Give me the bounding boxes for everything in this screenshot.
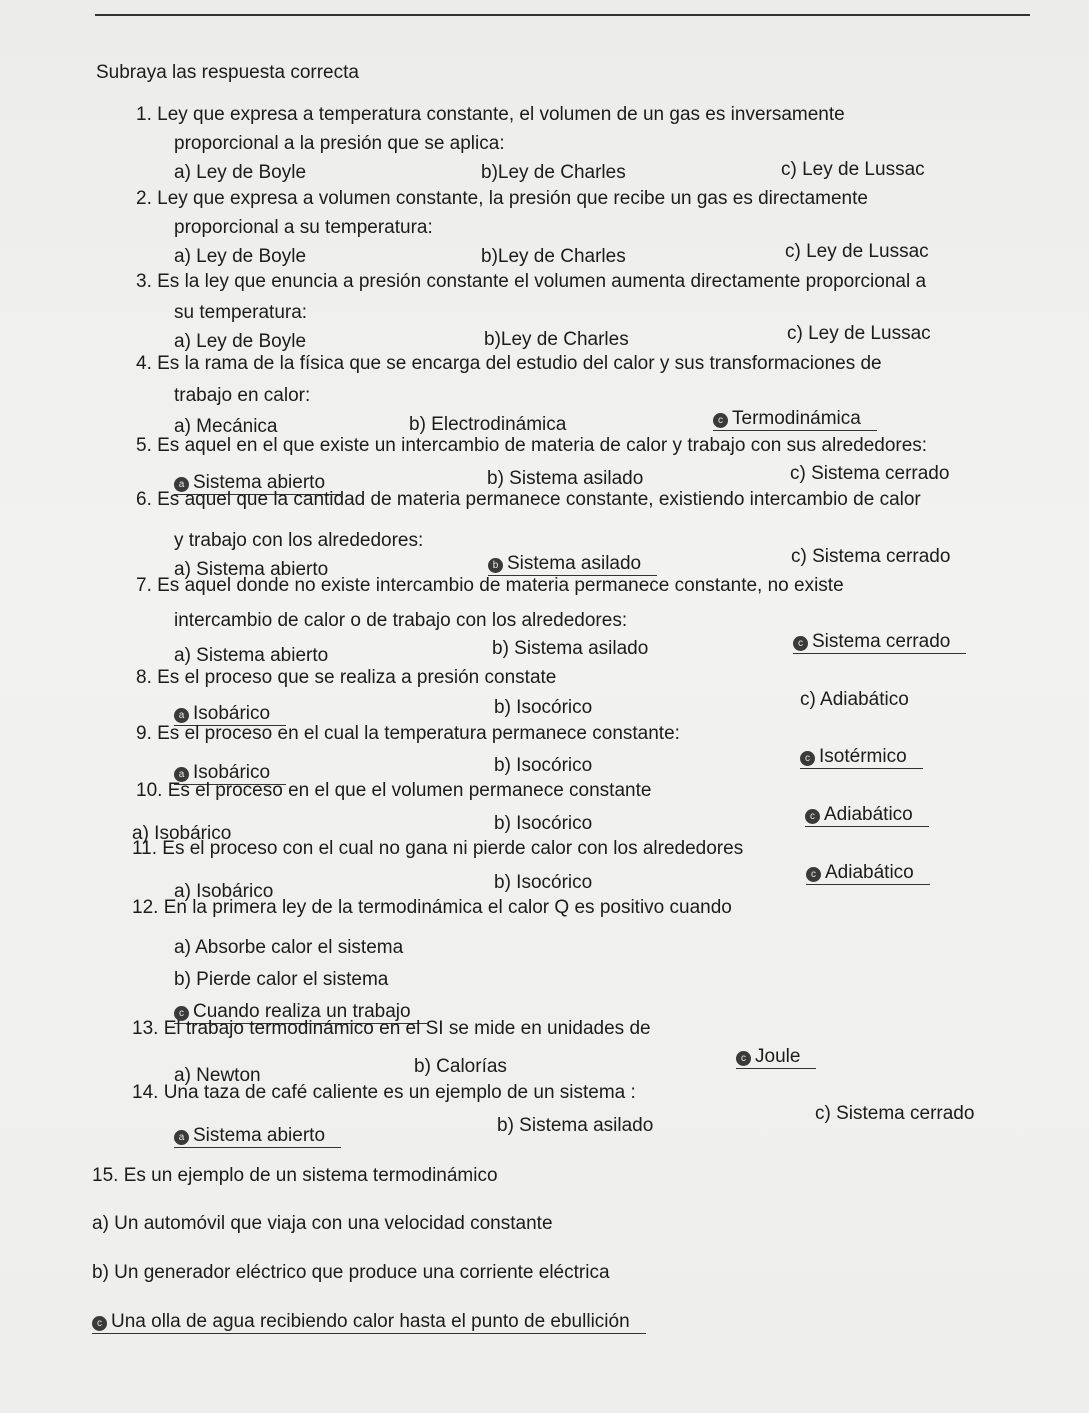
q13-option-a: a) Newton	[174, 1065, 261, 1086]
question-12-line-1: 12. En la primera ley de la termodinámica el calor Q es positivo cuando	[132, 897, 732, 918]
question-9-line-1: 9. Es el proceso en el cual la temperatura permanece constante:	[136, 723, 680, 744]
answer-mark-icon: c	[800, 751, 815, 766]
q12-option-c-selected: c Cuando realiza un trabajo	[174, 1001, 427, 1024]
q1-option-b: b)Ley de Charles	[481, 162, 626, 183]
question-6-line-1: 6. Es aquel que la cantidad de materia permanece constante, existiendo intercambio de calor	[136, 489, 921, 510]
q8-option-b: b) Isocórico	[494, 697, 593, 718]
q13-option-b: b) Calorías	[414, 1056, 507, 1077]
q11-option-a: a) Isobárico	[174, 881, 274, 902]
q10-option-b: b) Isocórico	[494, 813, 593, 834]
answer-mark-icon: c	[736, 1051, 751, 1066]
q15-option-a: a) Un automóvil que viaja con una velocidad constante	[92, 1213, 553, 1234]
question-6-line-2: y trabajo con los alrededores:	[174, 530, 424, 551]
q4-option-b: b) Electrodinámica	[409, 414, 567, 435]
q14-option-a-selected: a Sistema abierto	[174, 1125, 341, 1148]
question-10-line-1: 10. Es el proceso en el que el volumen permanece constante	[136, 780, 652, 801]
answer-mark-icon: a	[174, 1130, 189, 1145]
q6-option-a: a) Sistema abierto	[174, 559, 329, 580]
q2-option-b: b)Ley de Charles	[481, 246, 626, 267]
q8-option-a-selected: a Isobárico	[174, 703, 286, 726]
q15-option-b: b) Un generador eléctrico que produce una corriente eléctrica	[92, 1262, 610, 1283]
answer-mark-icon: a	[174, 477, 189, 492]
q10-option-a: a) Isobárico	[132, 823, 232, 844]
answer-mark-icon: c	[92, 1316, 107, 1331]
answer-mark-icon: c	[174, 1006, 189, 1021]
q7-option-b: b) Sistema asilado	[492, 638, 649, 659]
q15-option-c-selected: c Una olla de agua recibiendo calor hasta el punto de ebullición	[92, 1311, 646, 1334]
q9-option-b: b) Isocórico	[494, 755, 593, 776]
answer-mark-icon: a	[174, 767, 189, 782]
q5-option-b: b) Sistema asilado	[487, 468, 644, 489]
q5-option-c: c) Sistema cerrado	[790, 463, 950, 484]
q2-option-c: c) Ley de Lussac	[785, 241, 929, 262]
q3-option-c: c) Ley de Lussac	[787, 323, 931, 344]
question-15-line-1: 15. Es un ejemplo de un sistema termodinámico	[92, 1165, 498, 1186]
q12-option-b: b) Pierde calor el sistema	[174, 969, 389, 990]
q1-option-c: c) Ley de Lussac	[781, 159, 925, 180]
answer-mark-icon: c	[805, 809, 820, 824]
answer-mark-icon: a	[174, 708, 189, 723]
question-2-line-1: 2. Ley que expresa a volumen constante, la presión que recibe un gas es directamente	[136, 188, 868, 209]
q11-option-b: b) Isocórico	[494, 872, 593, 893]
q12-option-a: a) Absorbe calor el sistema	[174, 937, 404, 958]
q9-option-c-selected: c Isotérmico	[800, 746, 923, 769]
answer-mark-icon: c	[806, 867, 821, 882]
q6-option-b-selected: b Sistema asilado	[488, 553, 657, 576]
q14-option-c: c) Sistema cerrado	[815, 1103, 975, 1124]
q4-option-c-selected: c Termodinámica	[713, 408, 877, 431]
q5-option-a-selected: a Sistema abierto	[174, 472, 341, 495]
question-5-line-1: 5. Es aquel en el que existe un intercambio de materia de calor y trabajo con sus alrededores:	[136, 435, 928, 456]
question-3-line-2: su temperatura:	[174, 302, 308, 323]
q4-option-a: a) Mecánica	[174, 416, 278, 437]
question-4-line-2: trabajo en calor:	[174, 385, 311, 406]
question-1-line-1: 1. Ley que expresa a temperatura constante, el volumen de un gas es inversamente	[136, 104, 845, 125]
question-3-line-1: 3. Es la ley que enuncia a presión constante el volumen aumenta directamente proporcional a	[136, 271, 927, 292]
question-4-line-1: 4. Es la rama de la física que se encarga del estudio del calor y sus transformaciones de	[136, 353, 882, 374]
q3-option-a: a) Ley de Boyle	[174, 331, 307, 352]
answer-mark-icon: c	[793, 636, 808, 651]
q10-option-c-selected: c Adiabático	[805, 804, 929, 827]
q9-option-a-selected: a Isobárico	[174, 762, 286, 785]
question-1-line-2: proporcional a la presión que se aplica:	[174, 133, 505, 154]
q13-option-c-selected: c Joule	[736, 1046, 816, 1069]
instruction: Subraya las respuesta correcta	[96, 62, 359, 83]
q8-option-c: c) Adiabático	[800, 689, 909, 710]
question-8-line-1: 8. Es el proceso que se realiza a presión constate	[136, 667, 557, 688]
q1-option-a: a) Ley de Boyle	[174, 162, 307, 183]
answer-mark-icon: c	[713, 413, 728, 428]
q14-option-b: b) Sistema asilado	[497, 1115, 654, 1136]
question-7-line-2: intercambio de calor o de trabajo con los alrededores:	[174, 610, 628, 631]
question-2-line-2: proporcional a su temperatura:	[174, 217, 433, 238]
handwritten-header	[95, 0, 1030, 16]
question-11-line-1: 11. Es el proceso con el cual no gana ni pierde calor con los alrededores	[132, 838, 744, 859]
q7-option-a: a) Sistema abierto	[174, 645, 329, 666]
q11-option-c-selected: c Adiabático	[806, 862, 930, 885]
question-14-line-1: 14. Una taza de café caliente es un ejemplo de un sistema :	[132, 1082, 636, 1103]
q2-option-a: a) Ley de Boyle	[174, 246, 307, 267]
q3-option-b: b)Ley de Charles	[484, 329, 629, 350]
answer-mark-icon: b	[488, 558, 503, 573]
q6-option-c: c) Sistema cerrado	[791, 546, 951, 567]
question-7-line-1: 7. Es aquel donde no existe intercambio de materia permanece constante, no existe	[136, 575, 844, 596]
q7-option-c-selected: c Sistema cerrado	[793, 631, 966, 654]
question-13-line-1: 13. El trabajo termodinámico en el SI se mide en unidades de	[132, 1018, 651, 1039]
